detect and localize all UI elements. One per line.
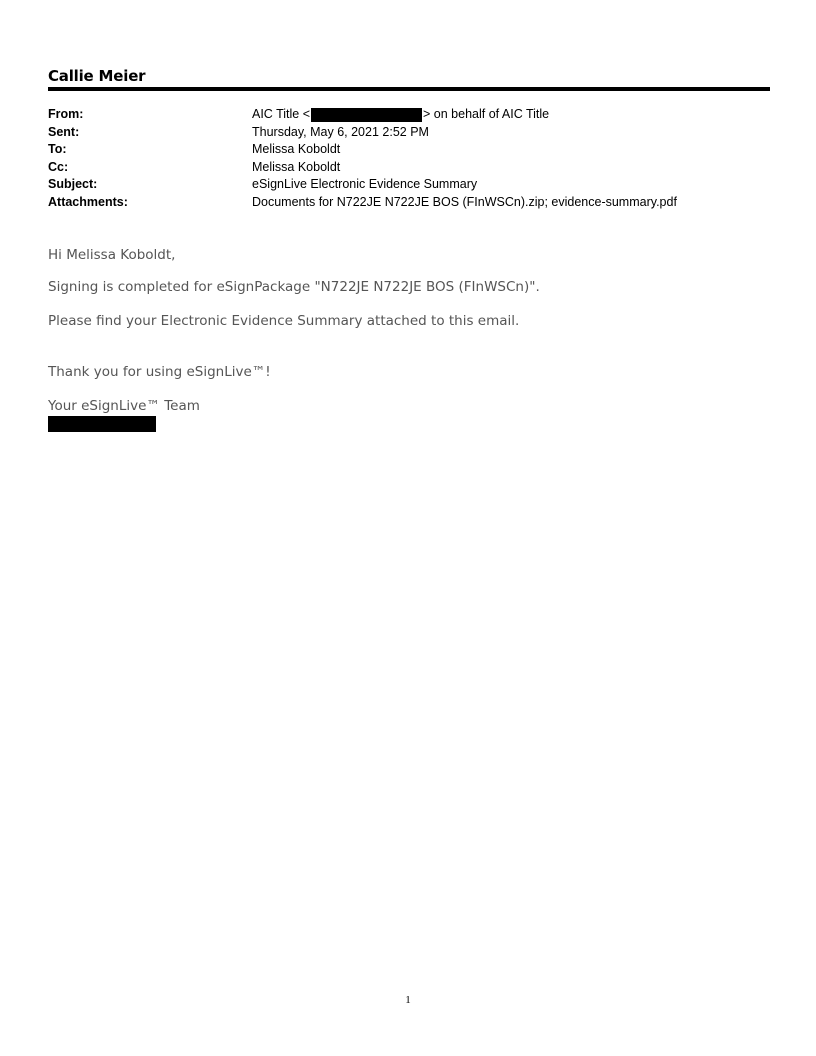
cc-value: Melissa Koboldt	[252, 159, 341, 174]
attachments-label: Attachments:	[48, 194, 128, 209]
subject-label: Subject:	[48, 177, 98, 191]
redacted-signature	[48, 416, 156, 432]
document-owner-name: Callie Meier	[48, 67, 146, 85]
from-label: From:	[48, 107, 84, 121]
cc-row	[48, 159, 770, 177]
email-headers	[48, 106, 770, 211]
to-row	[48, 141, 770, 159]
from-name-prefix: AIC Title <	[252, 107, 311, 121]
subject-row	[48, 176, 770, 194]
evidence-summary-text: Please find your Electronic Evidence Summary attached to this email.	[48, 313, 520, 329]
attachments-value: Documents for N722JE N722JE BOS (FInWSCn).zip; evidence-summary.pdf	[252, 194, 677, 209]
attachments-row	[48, 194, 770, 212]
header-divider	[48, 87, 770, 91]
from-value	[252, 106, 770, 124]
to-label: To:	[48, 142, 67, 156]
page-number: 1	[405, 994, 411, 1006]
subject-value: eSignLive Electronic Evidence Summary	[252, 177, 478, 191]
from-row	[48, 106, 770, 124]
from-name-suffix: > on behalf of AIC Title	[423, 107, 550, 121]
greeting-text: Hi Melissa Koboldt,	[48, 247, 176, 263]
sent-value: Thursday, May 6, 2021 2:52 PM	[252, 124, 429, 139]
sent-row	[48, 124, 770, 142]
signing-complete-text: Signing is completed for eSignPackage "N722JE N722JE BOS (FInWSCn)".	[48, 279, 540, 295]
sent-label: Sent:	[48, 124, 80, 139]
to-value: Melissa Koboldt	[252, 142, 341, 156]
redacted-email	[311, 108, 422, 122]
cc-label: Cc:	[48, 159, 69, 174]
signoff-text: Your eSignLive™ Team	[48, 398, 200, 414]
thank-you-text: Thank you for using eSignLive™!	[48, 364, 271, 380]
